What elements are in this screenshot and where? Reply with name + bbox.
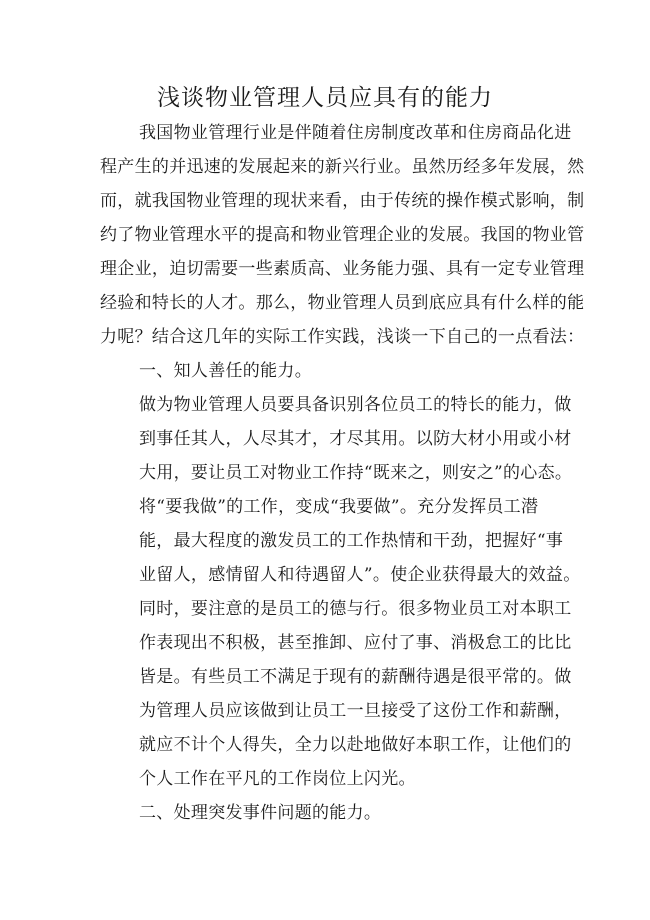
- intro-line: 程产生的并迅速的发展起来的新兴行业。虽然历经多年发展，然: [100, 157, 585, 177]
- intro-line: 而，就我国物业管理的现状来看，由于传统的操作模式影响，制: [100, 191, 585, 211]
- section-heading-1: 一、知人善任的能力。: [139, 361, 312, 381]
- section1-line: 为管理人员应该做到让员工一旦接受了这份工作和薪酬，: [139, 701, 572, 721]
- section-heading-2: 二、处理突发事件问题的能力。: [139, 803, 382, 823]
- intro-line: 力呢？结合这几年的实际工作实践，浅谈一下自己的一点看法：: [100, 327, 585, 347]
- section1-line: 个人工作在平凡的工作岗位上闪光。: [139, 769, 416, 789]
- section1-line: 做为物业管理人员要具备识别各位员工的特长的能力，做: [139, 395, 572, 415]
- section1-line: 作表现出不积极，甚至推卸、应付了事、消极怠工的比比: [139, 633, 572, 653]
- section1-line: 同时，要注意的是员工的德与行。很多物业员工对本职工: [139, 599, 572, 619]
- section1-line: 就应不计个人得失，全力以赴地做好本职工作，让他们的: [139, 735, 572, 755]
- section1-line: 大用，要让员工对物业工作持“既来之，则安之”的心态。: [139, 463, 573, 483]
- section1-line: 皆是。有些员工不满足于现有的薪酬待遇是很平常的。做: [139, 667, 572, 687]
- intro-line: 理企业，迫切需要一些素质高、业务能力强、具有一定专业管理: [100, 259, 585, 279]
- section1-line: 业留人，感情留人和待遇留人”。使企业获得最大的效益。: [139, 565, 581, 585]
- section1-line: 到事任其人，人尽其才，才尽其用。以防大材小用或小材: [139, 429, 572, 449]
- intro-line: 我国物业管理行业是伴随着住房制度改革和住房商品化进: [139, 123, 572, 143]
- intro-line: 约了物业管理水平的提高和物业管理企业的发展。我国的物业管: [100, 225, 585, 245]
- intro-line: 经验和特长的人才。那么，物业管理人员到底应具有什么样的能: [100, 293, 585, 313]
- section1-line: 能，最大程度的激发员工的工作热情和干劲，把握好“事: [139, 531, 564, 551]
- section1-line: 将“要我做”的工作，变成“我要做”。充分发挥员工潜: [139, 497, 539, 517]
- page-title: 浅谈物业管理人员应具有的能力: [157, 85, 493, 111]
